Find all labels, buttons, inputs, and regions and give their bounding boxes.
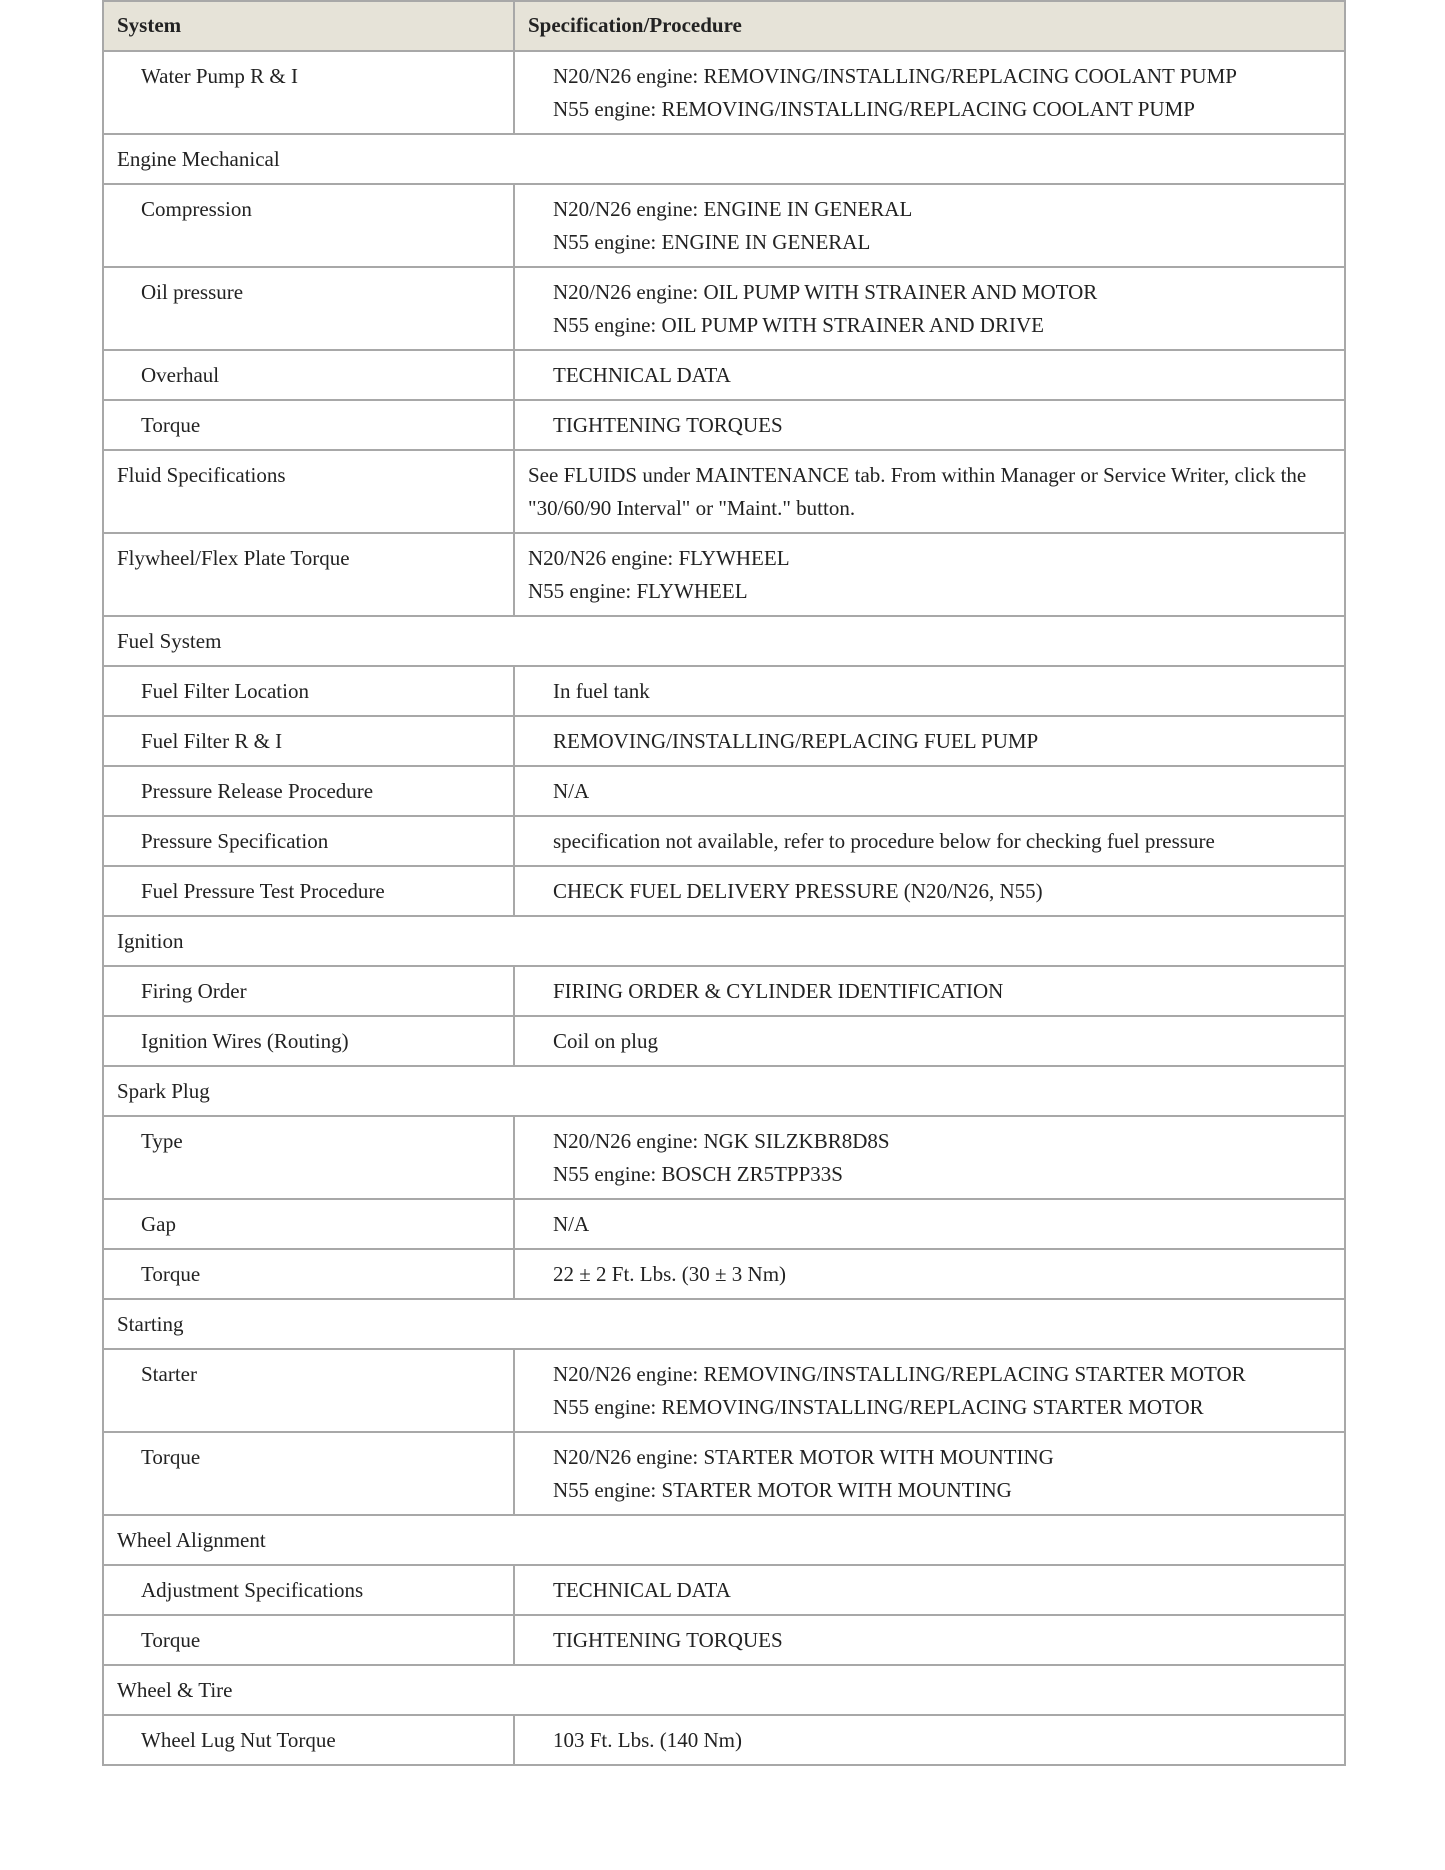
spec-line: N55 engine: ENGINE IN GENERAL xyxy=(553,230,871,254)
section-heading: Spark Plug xyxy=(103,1066,1345,1116)
table-row xyxy=(103,350,1345,400)
section-row xyxy=(103,134,1345,184)
system-cell: Water Pump R & I xyxy=(103,51,514,134)
spec-cell xyxy=(514,1349,1345,1432)
spec-line: N55 engine: REMOVING/INSTALLING/REPLACING COOLANT PUMP xyxy=(553,97,1195,121)
spec-line: CHECK FUEL DELIVERY PRESSURE (N20/N26, N55) xyxy=(553,879,1043,903)
spec-line: N55 engine: REMOVING/INSTALLING/REPLACING STARTER MOTOR xyxy=(553,1395,1204,1419)
table-row xyxy=(103,816,1345,866)
spec-line: N20/N26 engine: OIL PUMP WITH STRAINER AND MOTOR xyxy=(553,280,1098,304)
section-row xyxy=(103,916,1345,966)
system-cell: Gap xyxy=(103,1199,514,1249)
spec-line: TECHNICAL DATA xyxy=(553,363,731,387)
system-cell: Torque xyxy=(103,1249,514,1299)
spec-cell xyxy=(514,1199,1345,1249)
spec-line: TIGHTENING TORQUES xyxy=(553,1628,783,1652)
spec-cell xyxy=(514,267,1345,350)
spec-cell xyxy=(514,400,1345,450)
spec-line: TIGHTENING TORQUES xyxy=(553,413,783,437)
system-cell: Fuel Filter R & I xyxy=(103,716,514,766)
table-row xyxy=(103,267,1345,350)
system-cell: Fluid Specifications xyxy=(103,450,514,533)
system-cell: Overhaul xyxy=(103,350,514,400)
system-cell: Compression xyxy=(103,184,514,267)
spec-cell xyxy=(514,1432,1345,1515)
spec-line: N20/N26 engine: NGK SILZKBR8D8S xyxy=(553,1129,890,1153)
spec-line: N20/N26 engine: STARTER MOTOR WITH MOUNTING xyxy=(553,1445,1054,1469)
section-heading: Starting xyxy=(103,1299,1345,1349)
section-heading: Wheel Alignment xyxy=(103,1515,1345,1565)
spec-cell xyxy=(514,1615,1345,1665)
table-row xyxy=(103,1016,1345,1066)
table-row xyxy=(103,1715,1345,1765)
spec-cell xyxy=(514,816,1345,866)
system-cell: Oil pressure xyxy=(103,267,514,350)
system-cell: Torque xyxy=(103,1615,514,1665)
spec-cell xyxy=(514,866,1345,916)
system-cell: Fuel Pressure Test Procedure xyxy=(103,866,514,916)
table-row xyxy=(103,716,1345,766)
section-row xyxy=(103,1299,1345,1349)
table-row xyxy=(103,666,1345,716)
spec-line: FIRING ORDER & CYLINDER IDENTIFICATION xyxy=(553,979,1004,1003)
section-heading: Engine Mechanical xyxy=(103,134,1345,184)
spec-line: N/A xyxy=(553,779,590,803)
system-cell: Pressure Specification xyxy=(103,816,514,866)
table-row xyxy=(103,184,1345,267)
table-row xyxy=(103,51,1345,134)
spec-line: N20/N26 engine: ENGINE IN GENERAL xyxy=(553,197,913,221)
spec-line: N55 engine: STARTER MOTOR WITH MOUNTING xyxy=(553,1478,1012,1502)
table-header-row xyxy=(103,1,1345,51)
section-row xyxy=(103,1515,1345,1565)
spec-cell xyxy=(514,1116,1345,1199)
section-row xyxy=(103,1665,1345,1715)
spec-line: 103 Ft. Lbs. (140 Nm) xyxy=(553,1728,742,1752)
spec-line: REMOVING/INSTALLING/REPLACING FUEL PUMP xyxy=(553,729,1039,753)
spec-line: N20/N26 engine: FLYWHEEL xyxy=(528,546,790,570)
spec-line: N55 engine: FLYWHEEL xyxy=(528,579,748,603)
spec-line: 22 ± 2 Ft. Lbs. (30 ± 3 Nm) xyxy=(553,1262,787,1286)
spec-line: In fuel tank xyxy=(553,679,650,703)
spec-line: N55 engine: OIL PUMP WITH STRAINER AND DRIVE xyxy=(553,313,1044,337)
table-row xyxy=(103,1116,1345,1199)
section-row xyxy=(103,1066,1345,1116)
header-system: System xyxy=(103,1,514,51)
spec-table xyxy=(102,0,1346,1766)
system-cell: Starter xyxy=(103,1349,514,1432)
spec-cell xyxy=(514,1249,1345,1299)
table-row xyxy=(103,1349,1345,1432)
system-cell: Firing Order xyxy=(103,966,514,1016)
table-row xyxy=(103,1565,1345,1615)
spec-line: Coil on plug xyxy=(553,1029,659,1053)
spec-line: N20/N26 engine: REMOVING/INSTALLING/REPLACING COOLANT PUMP xyxy=(553,64,1237,88)
system-cell: Pressure Release Procedure xyxy=(103,766,514,816)
spec-cell xyxy=(514,350,1345,400)
table-row xyxy=(103,966,1345,1016)
system-cell: Type xyxy=(103,1116,514,1199)
system-cell: Adjustment Specifications xyxy=(103,1565,514,1615)
table-row xyxy=(103,866,1345,916)
table-row xyxy=(103,400,1345,450)
system-cell: Fuel Filter Location xyxy=(103,666,514,716)
spec-line: TECHNICAL DATA xyxy=(553,1578,731,1602)
table-row xyxy=(103,1199,1345,1249)
table-row xyxy=(103,1615,1345,1665)
spec-line: specification not available, refer to procedure below for checking fuel pressure xyxy=(553,829,1215,853)
table-row xyxy=(103,450,1345,533)
spec-line: N20/N26 engine: REMOVING/INSTALLING/REPLACING STARTER MOTOR xyxy=(553,1362,1246,1386)
header-spec: Specification/Procedure xyxy=(514,1,1345,51)
table-row xyxy=(103,1432,1345,1515)
section-row xyxy=(103,616,1345,666)
spec-line: N/A xyxy=(553,1212,590,1236)
spec-cell xyxy=(514,1715,1345,1765)
table-row xyxy=(103,533,1345,616)
system-cell: Flywheel/Flex Plate Torque xyxy=(103,533,514,616)
table-body xyxy=(103,51,1345,1765)
table-row xyxy=(103,1249,1345,1299)
table-row xyxy=(103,766,1345,816)
spec-cell xyxy=(514,966,1345,1016)
spec-cell xyxy=(514,666,1345,716)
section-heading: Ignition xyxy=(103,916,1345,966)
spec-cell xyxy=(514,51,1345,134)
section-heading: Fuel System xyxy=(103,616,1345,666)
spec-line: See FLUIDS under MAINTENANCE tab. From within Manager or Service Writer, click the "30/60/90 Interval" or "Maint." button. xyxy=(528,463,1307,520)
spec-cell xyxy=(514,766,1345,816)
spec-cell xyxy=(514,450,1345,533)
spec-cell xyxy=(514,716,1345,766)
system-cell: Ignition Wires (Routing) xyxy=(103,1016,514,1066)
spec-cell xyxy=(514,533,1345,616)
section-heading: Wheel & Tire xyxy=(103,1665,1345,1715)
system-cell: Torque xyxy=(103,1432,514,1515)
spec-cell xyxy=(514,1016,1345,1066)
system-cell: Wheel Lug Nut Torque xyxy=(103,1715,514,1765)
spec-cell xyxy=(514,1565,1345,1615)
spec-line: N55 engine: BOSCH ZR5TPP33S xyxy=(553,1162,843,1186)
system-cell: Torque xyxy=(103,400,514,450)
spec-cell xyxy=(514,184,1345,267)
